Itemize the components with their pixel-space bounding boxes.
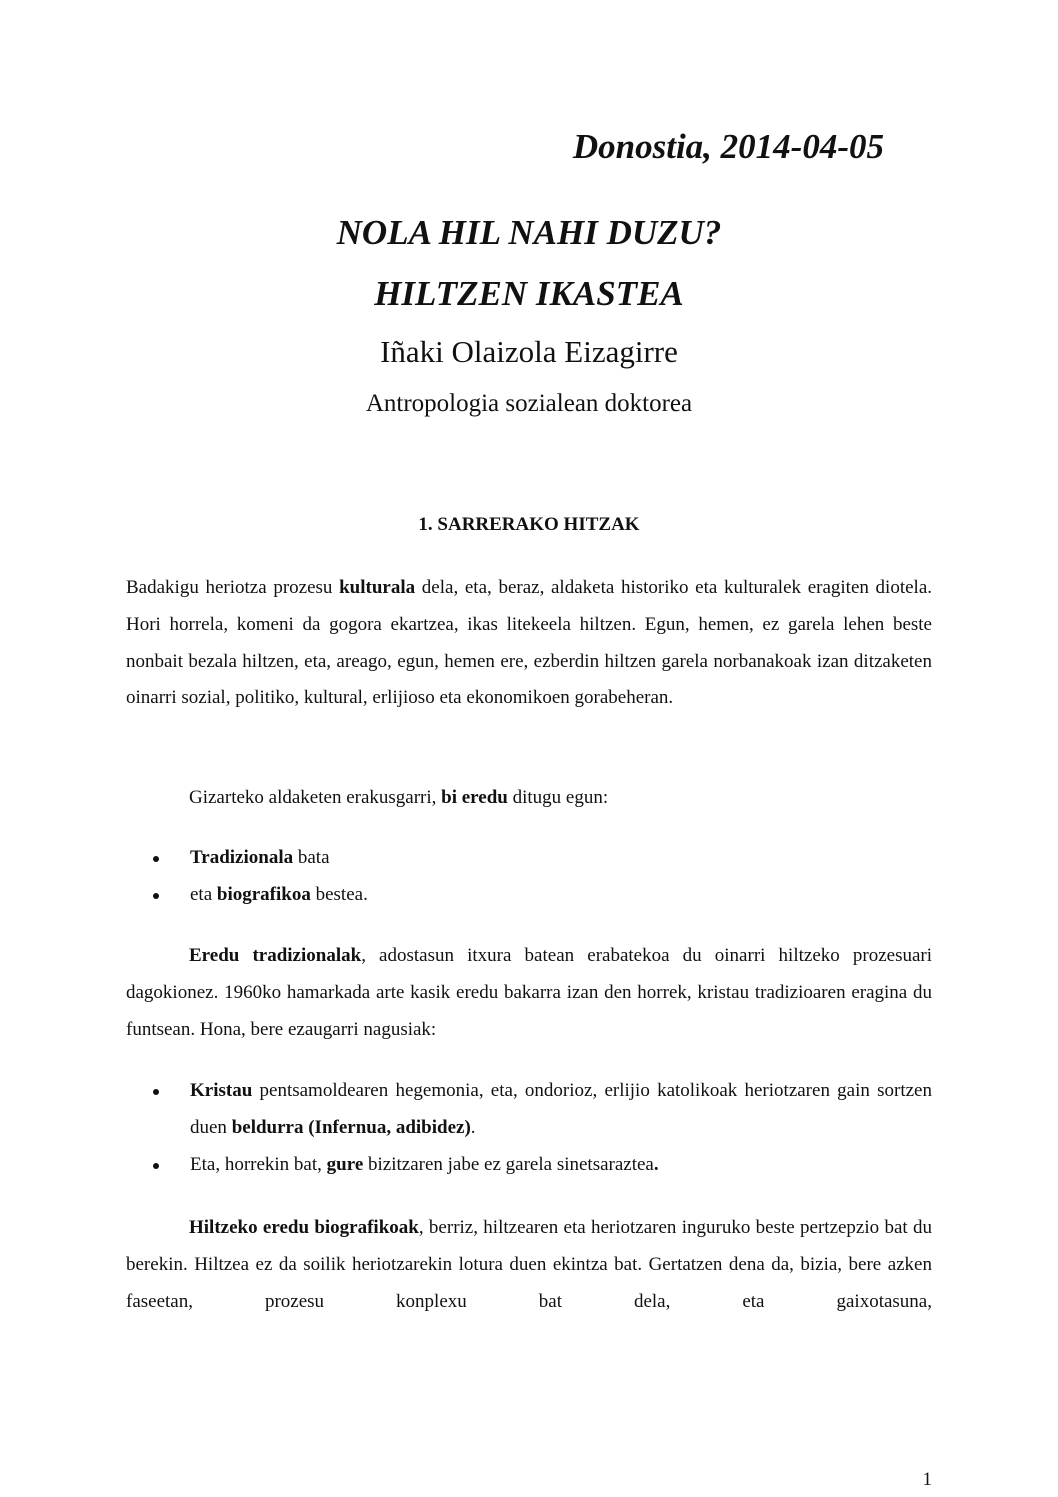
list-item <box>126 877 932 914</box>
bold-text: Tradizionala <box>190 847 294 868</box>
paragraph-biographical-model <box>126 1210 932 1320</box>
list-item-text: eta <box>190 883 217 905</box>
document-title-line-2: HILTZEN IKASTEA <box>374 274 684 313</box>
paragraph-intro <box>126 570 932 717</box>
document-title-line-1: NOLA HIL NAHI DUZU? <box>336 213 722 252</box>
list-item-text: bestea. <box>310 883 368 905</box>
models-list <box>126 840 932 914</box>
bold-text: kulturala <box>339 577 416 598</box>
bullet-icon <box>153 856 159 862</box>
list-item <box>126 1073 932 1147</box>
paragraph-body <box>126 1210 932 1320</box>
paragraph-text: Badakigu heriotza prozesu <box>126 577 340 598</box>
document-date: Donostia, 2014-04-05 <box>572 127 884 166</box>
list-item-text: . <box>470 1116 476 1138</box>
bold-text: gure <box>326 1153 364 1175</box>
paragraph-text: dela, eta, beraz, aldaketa historiko eta kulturalek eragiten diotela. Hori horrela, komeni da gogora ekartzea, ikas litekeela hiltzen. Egun, hemen, ez garela lehen beste nonbait bezala hiltzen, eta, areago, egun, hemen ere, ezberdin hiltzen garela norbanakoak izan ditzaketen oinarri sozial, politiko, kultural, erlijioso eta ekonomikoen gorabeheran. <box>126 577 933 709</box>
bullet-icon <box>153 893 159 899</box>
author-name: Iñaki Olaizola Eizagirre <box>380 334 678 369</box>
traditional-features-list <box>126 1073 932 1183</box>
bold-text: bi eredu <box>441 787 508 808</box>
list-item-text: pentsamoldearen hegemonia, eta, ondorioz, erlijio katolikoak heriotzaren gain sortzen duen <box>190 1080 932 1138</box>
bullet-icon <box>153 1163 159 1169</box>
paragraph-traditional-model <box>126 938 932 1048</box>
bold-text: . <box>653 1153 659 1175</box>
list-item <box>126 840 932 877</box>
list-item <box>126 1147 932 1184</box>
section-heading: 1. SARRERAKO HITZAK <box>418 514 640 535</box>
list-item-text: Eta, horrekin bat, <box>190 1153 327 1175</box>
paragraph-text: , adostasun itxura batean erabatekoa du oinarri hiltzeko prozesuari dagokionez. 1960ko hamarkada arte kasik eredu bakarra izan den horrek, kristau tradizioaren eragina du funtsean. Hona, bere ezaugarri nagusiak: <box>126 945 932 1040</box>
list-item-text: bizitzaren jabe ez garela sinetsaraztea <box>363 1153 654 1175</box>
bold-text: biografikoa <box>216 883 311 905</box>
bullet-icon <box>153 1089 159 1095</box>
bold-text: Hiltzeko eredu biografikoak <box>189 1217 419 1238</box>
paragraph-models <box>126 780 932 817</box>
bold-text: Kristau <box>190 1080 253 1101</box>
paragraph-text: Gizarteko aldaketen erakusgarri, <box>189 787 442 808</box>
paragraph-text: , berriz, hiltzearen eta heriotzaren inguruko beste pertzepzio bat du berekin. Hiltzea ez da soilik heriotzarekin lotura duen ekintza bat. Gertatzen dena da, bizia, bere azken faseetan, prozesu konplexu bat dela, eta gaixotasuna, <box>126 1217 932 1312</box>
bold-text: Eredu tradizionalak <box>189 945 362 966</box>
bold-text: beldurra (Infernua, adibidez) <box>231 1116 471 1138</box>
author-degree: Antropologia sozialean doktorea <box>365 390 693 417</box>
paragraph-text: ditugu egun: <box>507 787 609 808</box>
page-number: 1 <box>922 1469 932 1490</box>
list-item-text: bata <box>293 847 330 868</box>
